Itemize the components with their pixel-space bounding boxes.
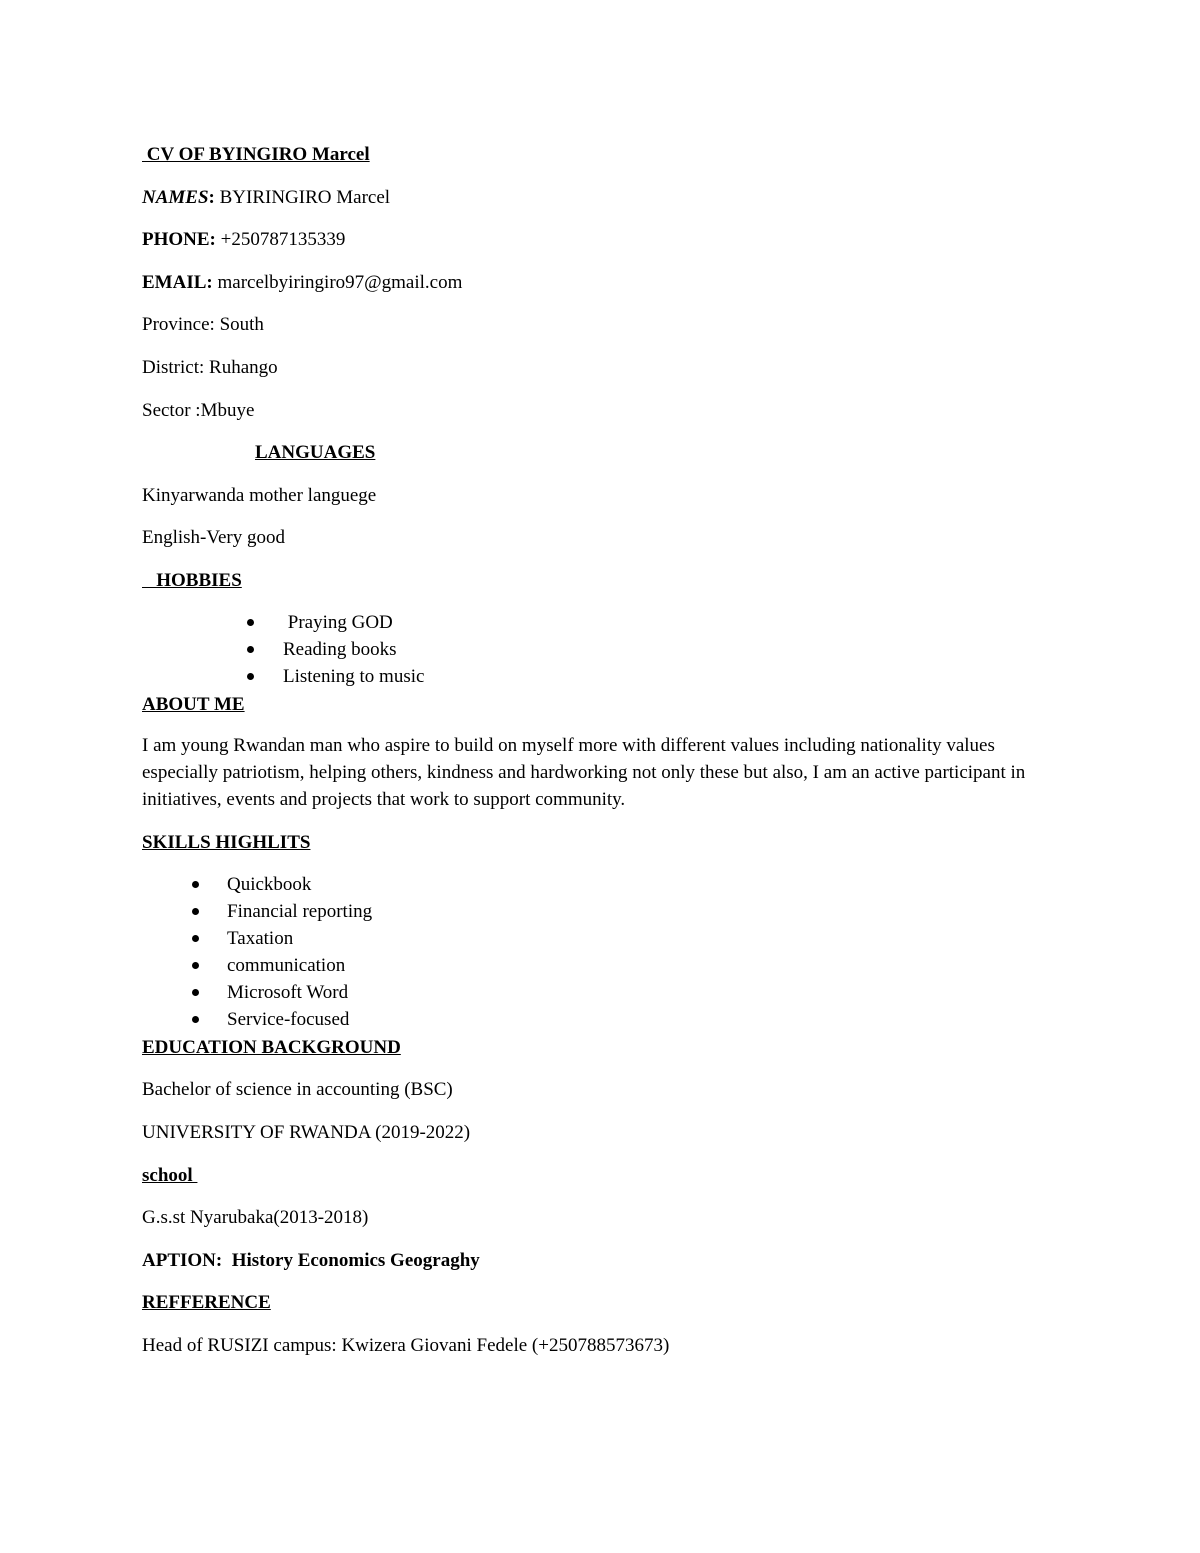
- bullet-icon: [247, 646, 254, 653]
- bullet-icon: [192, 935, 199, 942]
- bullet-icon: [192, 881, 199, 888]
- hobbies-heading: HOBBIES: [142, 569, 242, 591]
- list-item: [142, 609, 1062, 636]
- names-value: BYIRINGIRO Marcel: [214, 186, 391, 208]
- list-item: [142, 636, 1062, 663]
- phone-label: PHONE:: [142, 229, 216, 251]
- email-row: [142, 268, 1062, 311]
- skills-list: [142, 871, 1062, 1033]
- language-item: Kinyarwanda mother languege: [142, 484, 377, 506]
- option-value: History Economics Geograghy: [226, 1249, 480, 1271]
- names-label: NAMES: [142, 186, 209, 208]
- education-school: G.s.st Nyarubaka(2013-2018): [142, 1207, 369, 1229]
- cv-document: [142, 140, 1062, 1373]
- names-colon: :: [208, 186, 215, 208]
- hobby-text: Praying GOD: [283, 611, 393, 633]
- skills-heading: SKILLS HIGHLITS: [142, 832, 311, 854]
- skill-text: Financial reporting: [227, 900, 373, 922]
- list-item: [142, 663, 1062, 690]
- list-item: [142, 979, 1062, 1006]
- about-heading: ABOUT ME: [142, 693, 245, 715]
- about-text: I am young Rwandan man who aspire to build on myself more with different values including nationality values especially patriotism, helping others, kindness and hardworking not only these but also, I am an active participant in initiatives, events and projects that work to support community.: [142, 735, 1026, 811]
- skill-text: Quickbook: [227, 873, 312, 895]
- education-university: UNIVERSITY OF RWANDA (2019-2022): [142, 1121, 471, 1143]
- school-heading-row: [142, 1161, 1062, 1204]
- bullet-icon: [192, 1016, 199, 1023]
- reference-heading: REFFERENCE: [142, 1292, 271, 1314]
- languages-heading: LANGUAGES: [255, 442, 376, 464]
- list-item: [142, 952, 1062, 979]
- bullet-icon: [247, 673, 254, 680]
- skill-text: communication: [227, 954, 346, 976]
- list-item: [142, 1006, 1062, 1033]
- names-row: [142, 183, 1062, 226]
- email-value: marcelbyiringiro97@gmail.com: [212, 271, 463, 293]
- hobby-text: Reading books: [283, 638, 397, 660]
- hobbies-list: [142, 609, 1062, 690]
- phone-row: [142, 225, 1062, 268]
- hobby-text: Listening to music: [283, 665, 425, 687]
- email-label: EMAIL:: [142, 271, 213, 293]
- phone-value: +250787135339: [215, 229, 346, 251]
- list-item: [142, 898, 1062, 925]
- province-row: Province: South: [142, 314, 264, 336]
- list-item: [142, 925, 1062, 952]
- skill-text: Microsoft Word: [227, 981, 349, 1003]
- bullet-icon: [192, 989, 199, 996]
- skill-text: Taxation: [227, 927, 294, 949]
- list-item: [142, 871, 1062, 898]
- bullet-icon: [192, 962, 199, 969]
- bullet-icon: [192, 908, 199, 915]
- reference-text: Head of RUSIZI campus: Kwizera Giovani Fedele (+250788573673): [142, 1334, 670, 1356]
- school-heading: school: [142, 1164, 198, 1186]
- education-heading: EDUCATION BACKGROUND: [142, 1036, 401, 1058]
- education-degree: Bachelor of science in accounting (BSC): [142, 1079, 453, 1101]
- district-row: District: Ruhango: [142, 356, 278, 378]
- languages-heading-row: [142, 438, 1062, 481]
- sector-row: Sector :Mbuye: [142, 399, 255, 421]
- bullet-icon: [247, 619, 254, 626]
- option-row: [142, 1246, 1062, 1289]
- cv-title: CV OF BYINGIRO Marcel: [142, 144, 370, 165]
- option-label: APTION:: [142, 1249, 227, 1271]
- skill-text: Service-focused: [227, 1008, 350, 1030]
- language-item: English-Very good: [142, 527, 286, 549]
